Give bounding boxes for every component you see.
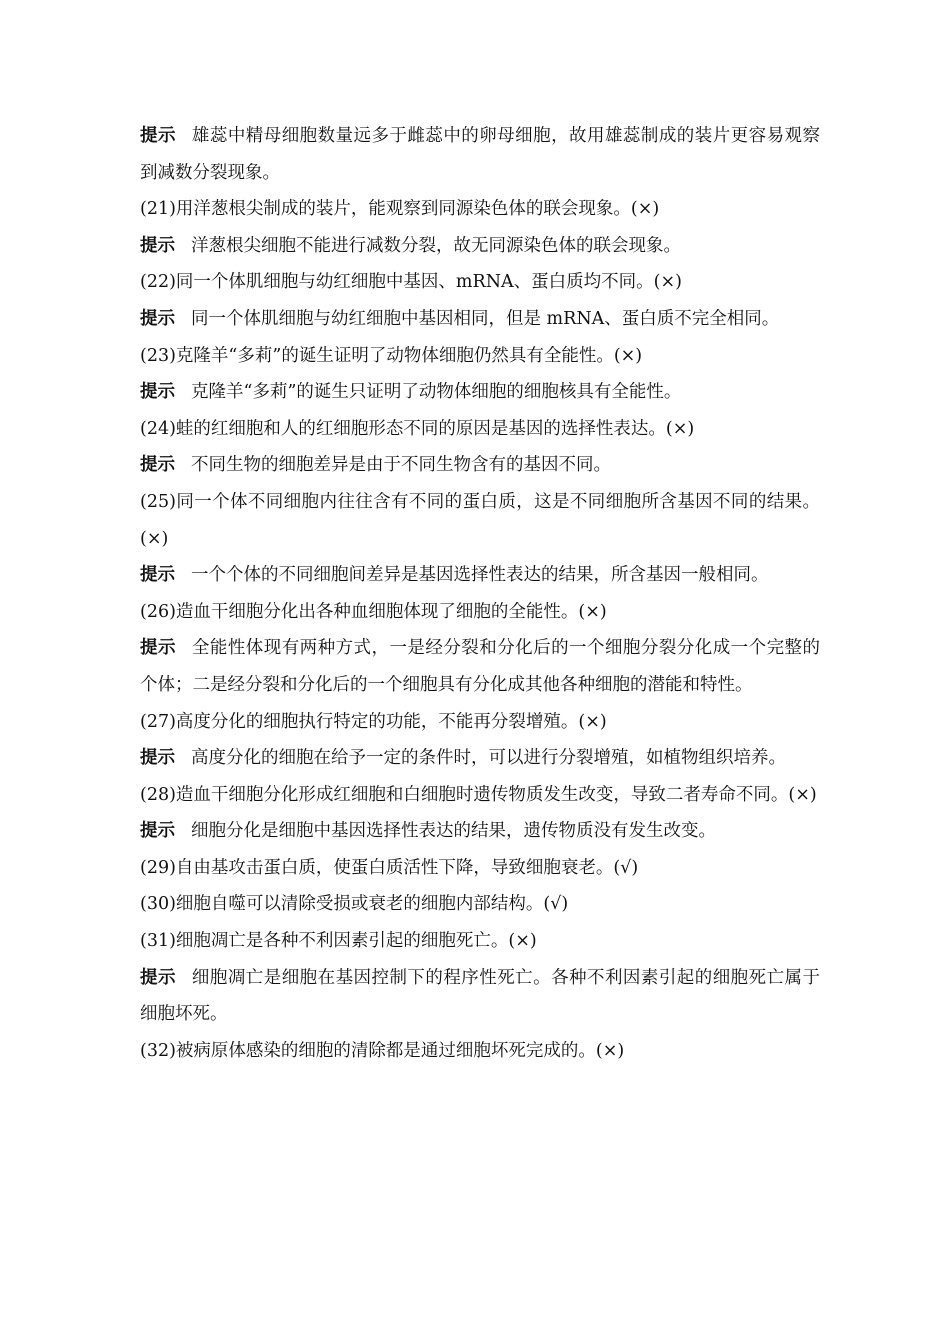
question-31: (31)细胞凋亡是各种不利因素引起的细胞死亡。(×) bbox=[140, 931, 537, 952]
hint-26 bbox=[140, 630, 820, 703]
hint-text: 洋葱根尖细胞不能进行减数分裂，故无同源染色体的联会现象。 bbox=[191, 235, 681, 256]
hint-text: 细胞凋亡是细胞在基因控制下的程序性死亡。各种不利因素引起的细胞死亡属于细胞坏死。 bbox=[140, 967, 821, 1025]
question-27: (27)高度分化的细胞执行特定的功能，不能再分裂增殖。(×) bbox=[140, 711, 607, 732]
hint-22 bbox=[140, 301, 820, 338]
document-body bbox=[140, 118, 820, 1069]
hint-text: 细胞分化是细胞中基因选择性表达的结果，遗传物质没有发生改变。 bbox=[191, 821, 716, 842]
question-25: (25)同一个体不同细胞内往往含有不同的蛋白质，这是不同细胞所含基因不同的结果。(×) bbox=[140, 491, 820, 549]
question-28: (28)造血干细胞分化形成红细胞和白细胞时遗传物质发生改变，导致二者寿命不同。(×) bbox=[140, 784, 817, 805]
question-23: (23)克隆羊“多莉”的诞生证明了动物体细胞仍然具有全能性。(×) bbox=[140, 345, 643, 366]
hint-text: 一个个体的不同细胞间差异是基因选择性表达的结果，所含基因一般相同。 bbox=[191, 565, 769, 586]
question-26: (26)造血干细胞分化出各种血细胞体现了细胞的全能性。(×) bbox=[140, 601, 607, 622]
hint-label: 提示 bbox=[140, 967, 176, 988]
hint-text: 不同生物的细胞差异是由于不同生物含有的基因不同。 bbox=[191, 455, 611, 476]
hint-text: 高度分化的细胞在给予一定的条件时，可以进行分裂增殖，如植物组织培养。 bbox=[191, 748, 786, 769]
hint-28 bbox=[140, 813, 820, 850]
question-21: (21)用洋葱根尖制成的装片，能观察到同源染色体的联会现象。(×) bbox=[140, 199, 660, 220]
question-24: (24)蛙的红细胞和人的红细胞形态不同的原因是基因的选择性表达。(×) bbox=[140, 418, 695, 439]
question-30: (30)细胞自噬可以清除受损或衰老的细胞内部结构。(√) bbox=[140, 894, 569, 915]
hint-23 bbox=[140, 374, 820, 411]
hint-27 bbox=[140, 740, 820, 777]
hint-label: 提示 bbox=[140, 235, 175, 256]
hint-31 bbox=[140, 960, 820, 1033]
hint-label: 提示 bbox=[140, 455, 175, 476]
hint-label: 提示 bbox=[140, 748, 175, 769]
hint-text: 雄蕊中精母细胞数量远多于雌蕊中的卵母细胞，故用雄蕊制成的装片更容易观察到减数分裂现象。 bbox=[140, 126, 821, 183]
hint-21 bbox=[140, 228, 820, 265]
hint-label: 提示 bbox=[140, 382, 175, 403]
hint-24 bbox=[140, 447, 820, 484]
hint-label: 提示 bbox=[140, 638, 176, 659]
hint-text: 同一个体肌细胞与幼红细胞中基因相同，但是 mRNA、蛋白质不完全相同。 bbox=[191, 308, 780, 329]
hint-text: 克隆羊“多莉”的诞生只证明了动物体细胞的细胞核具有全能性。 bbox=[191, 382, 682, 403]
hint-label: 提示 bbox=[140, 565, 175, 586]
question-29: (29)自由基攻击蛋白质，使蛋白质活性下降，导致细胞衰老。(√) bbox=[140, 857, 639, 878]
hint-label: 提示 bbox=[140, 821, 175, 842]
hint-20 bbox=[140, 118, 820, 191]
hint-label: 提示 bbox=[140, 308, 175, 329]
hint-text: 全能性体现有两种方式，一是经分裂和分化后的一个细胞分裂分化成一个完整的个体；二是经分裂和分化后的一个细胞具有分化成其他各种细胞的潜能和特性。 bbox=[140, 638, 821, 695]
question-22: (22)同一个体肌细胞与幼红细胞中基因、mRNA、蛋白质均不同。(×) bbox=[140, 272, 682, 293]
question-32: (32)被病原体感染的细胞的清除都是通过细胞坏死完成的。(×) bbox=[140, 1040, 625, 1061]
hint-25 bbox=[140, 557, 820, 594]
hint-label: 提示 bbox=[140, 126, 176, 146]
